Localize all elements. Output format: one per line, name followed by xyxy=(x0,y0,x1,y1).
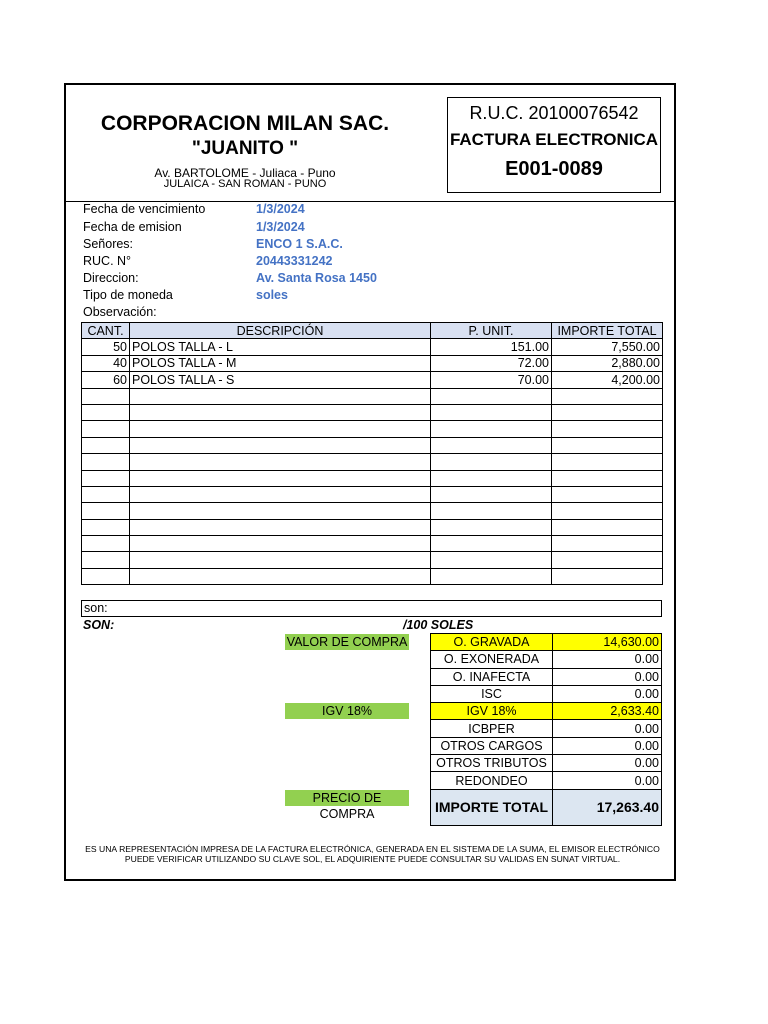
cell-total xyxy=(552,388,663,404)
legal-footer-line-2: PUEDE VERIFICAR UTILIZANDO SU CLAVE SOL, EL ADQUIRIENTE PUEDE CONSULTAR SU VALIDAS EN SUNAT VIRTUAL. xyxy=(124,854,621,864)
col-header-qty: CANT. xyxy=(82,323,130,339)
table-row xyxy=(82,454,663,470)
cell-description xyxy=(130,536,431,552)
totals-label: ISC xyxy=(431,685,553,702)
totals-body xyxy=(431,634,662,826)
cell-qty xyxy=(82,454,130,470)
totals-value: 0.00 xyxy=(553,720,662,737)
cell-unit-price: 72.00 xyxy=(431,355,552,371)
cell-total xyxy=(552,536,663,552)
table-row xyxy=(82,536,663,552)
cell-qty xyxy=(82,503,130,519)
table-row xyxy=(82,568,663,584)
totals-row xyxy=(431,668,662,685)
cell-qty xyxy=(82,552,130,568)
cell-total: 2,880.00 xyxy=(552,355,663,371)
table-row xyxy=(82,421,663,437)
company-name: CORPORACION MILAN SAC. xyxy=(100,112,390,135)
table-row xyxy=(82,388,663,404)
cell-qty xyxy=(82,404,130,420)
totals-value: 0.00 xyxy=(553,685,662,702)
info-label-ruc: RUC. N° xyxy=(83,254,132,268)
info-label-issue-date: Fecha de emision xyxy=(83,220,182,234)
totals-row xyxy=(431,685,662,702)
cell-description: POLOS TALLA - L xyxy=(130,339,431,355)
table-row xyxy=(82,339,663,355)
totals-row xyxy=(431,703,662,720)
ruc-number: R.U.C. 20100076542 xyxy=(469,103,639,123)
totals-value: 0.00 xyxy=(553,772,662,789)
info-value-issue-date: 1/3/2024 xyxy=(256,220,305,234)
cell-qty xyxy=(82,486,130,502)
cell-qty: 60 xyxy=(82,372,130,388)
cell-description xyxy=(130,421,431,437)
cell-qty: 50 xyxy=(82,339,130,355)
col-header-unit-price: P. UNIT. xyxy=(431,323,552,339)
totals-value: 0.00 xyxy=(553,737,662,754)
cell-total xyxy=(552,421,663,437)
table-row xyxy=(82,503,663,519)
cell-qty xyxy=(82,519,130,535)
table-row xyxy=(82,552,663,568)
company-brand: "JUANITO " xyxy=(191,138,299,159)
amount-in-words-label: SON: xyxy=(83,618,115,632)
totals-label: O. INAFECTA xyxy=(431,668,553,685)
totals-row xyxy=(431,737,662,754)
cell-unit-price xyxy=(431,552,552,568)
cell-total xyxy=(552,486,663,502)
info-value-address: Av. Santa Rosa 1450 xyxy=(256,271,377,285)
cell-unit-price xyxy=(431,519,552,535)
cell-description xyxy=(130,404,431,420)
totals-row xyxy=(431,755,662,772)
table-row xyxy=(82,470,663,486)
cell-description: POLOS TALLA - M xyxy=(130,355,431,371)
cell-qty xyxy=(82,421,130,437)
totals-label: IGV 18% xyxy=(431,703,553,720)
items-table xyxy=(81,322,663,585)
totals-row xyxy=(431,634,662,651)
cell-total xyxy=(552,503,663,519)
table-row xyxy=(82,355,663,371)
totals-row xyxy=(431,720,662,737)
totals-value: 2,633.40 xyxy=(553,703,662,720)
totals-label: ICBPER xyxy=(431,720,553,737)
cell-total: 4,200.00 xyxy=(552,372,663,388)
table-row xyxy=(82,372,663,388)
amount-in-words-suffix: /100 SOLES xyxy=(403,618,474,632)
cell-total xyxy=(552,568,663,584)
cell-qty: 40 xyxy=(82,355,130,371)
cell-description xyxy=(130,437,431,453)
cell-description xyxy=(130,503,431,519)
cell-unit-price xyxy=(431,388,552,404)
invoice-type: FACTURA ELECTRONICA xyxy=(449,130,659,149)
cell-unit-price: 151.00 xyxy=(431,339,552,355)
totals-value: 0.00 xyxy=(553,668,662,685)
col-header-total: IMPORTE TOTAL xyxy=(552,323,663,339)
totals-label: O. EXONERADA xyxy=(431,651,553,668)
label-precio-compra: PRECIO DE COMPRA xyxy=(285,790,409,806)
cell-description xyxy=(130,470,431,486)
totals-value: 0.00 xyxy=(553,651,662,668)
items-header-row xyxy=(82,323,663,339)
info-label-customer: Señores: xyxy=(83,237,134,251)
cell-total xyxy=(552,404,663,420)
info-label-address: Direccion: xyxy=(83,271,139,285)
table-row xyxy=(82,519,663,535)
info-label-due-date: Fecha de vencimiento xyxy=(83,202,206,216)
cell-qty xyxy=(82,388,130,404)
totals-label: IMPORTE TOTAL xyxy=(431,789,553,825)
cell-unit-price xyxy=(431,536,552,552)
cell-description xyxy=(130,486,431,502)
label-valor-compra: VALOR DE COMPRA xyxy=(286,635,408,649)
totals-value: 0.00 xyxy=(553,755,662,772)
totals-row xyxy=(431,651,662,668)
cell-qty xyxy=(82,536,130,552)
legal-footer-line-1: ES UNA REPRESENTACIÓN IMPRESA DE LA FACTURA ELECTRÓNICA, GENERADA EN EL SISTEMA DE LA SUMA, EL EMISOR ELECTRÓNICO xyxy=(85,844,660,854)
invoice-number: E001-0089 xyxy=(505,158,603,180)
totals-table xyxy=(430,633,662,826)
company-address: Av. BARTOLOME - Juliaca - Puno xyxy=(154,166,336,180)
cell-unit-price xyxy=(431,503,552,519)
totals-row xyxy=(431,789,662,825)
cell-unit-price: 70.00 xyxy=(431,372,552,388)
cell-total xyxy=(552,454,663,470)
totals-value: 14,630.00 xyxy=(553,634,662,651)
cell-unit-price xyxy=(431,421,552,437)
items-body xyxy=(82,339,663,585)
table-row xyxy=(82,404,663,420)
info-label-observation: Observación: xyxy=(83,305,157,319)
cell-unit-price xyxy=(431,486,552,502)
cell-unit-price xyxy=(431,454,552,470)
totals-value: 17,263.40 xyxy=(553,789,662,825)
cell-unit-price xyxy=(431,568,552,584)
cell-description xyxy=(130,568,431,584)
invoice-id-box xyxy=(447,97,661,193)
cell-description xyxy=(130,519,431,535)
info-value-due-date: 1/3/2024 xyxy=(256,202,305,216)
cell-unit-price xyxy=(431,470,552,486)
cell-qty xyxy=(82,470,130,486)
table-row xyxy=(82,437,663,453)
table-row xyxy=(82,486,663,502)
cell-qty xyxy=(82,437,130,453)
label-igv: IGV 18% xyxy=(285,703,409,719)
cell-description xyxy=(130,454,431,470)
info-value-ruc: 20443331242 xyxy=(256,254,333,268)
totals-label: REDONDEO xyxy=(431,772,553,789)
totals-label: OTROS TRIBUTOS xyxy=(431,755,553,772)
cell-total xyxy=(552,552,663,568)
cell-description xyxy=(130,388,431,404)
cell-unit-price xyxy=(431,437,552,453)
totals-label: O. GRAVADA xyxy=(431,634,553,651)
cell-total: 7,550.00 xyxy=(552,339,663,355)
cell-total xyxy=(552,470,663,486)
cell-unit-price xyxy=(431,404,552,420)
amount-in-words-row: son: xyxy=(81,600,662,617)
cell-description xyxy=(130,552,431,568)
company-address-secondary: JULAICA - SAN ROMAN - PUNO xyxy=(163,178,327,190)
info-value-currency: soles xyxy=(256,288,288,302)
cell-total xyxy=(552,519,663,535)
cell-description: POLOS TALLA - S xyxy=(130,372,431,388)
cell-total xyxy=(552,437,663,453)
totals-label: OTROS CARGOS xyxy=(431,737,553,754)
info-value-customer: ENCO 1 S.A.C. xyxy=(256,237,343,251)
cell-qty xyxy=(82,568,130,584)
legal-footer xyxy=(80,844,665,864)
totals-row xyxy=(431,772,662,789)
col-header-description: DESCRIPCIÓN xyxy=(130,323,431,339)
info-label-currency: Tipo de moneda xyxy=(83,288,173,302)
